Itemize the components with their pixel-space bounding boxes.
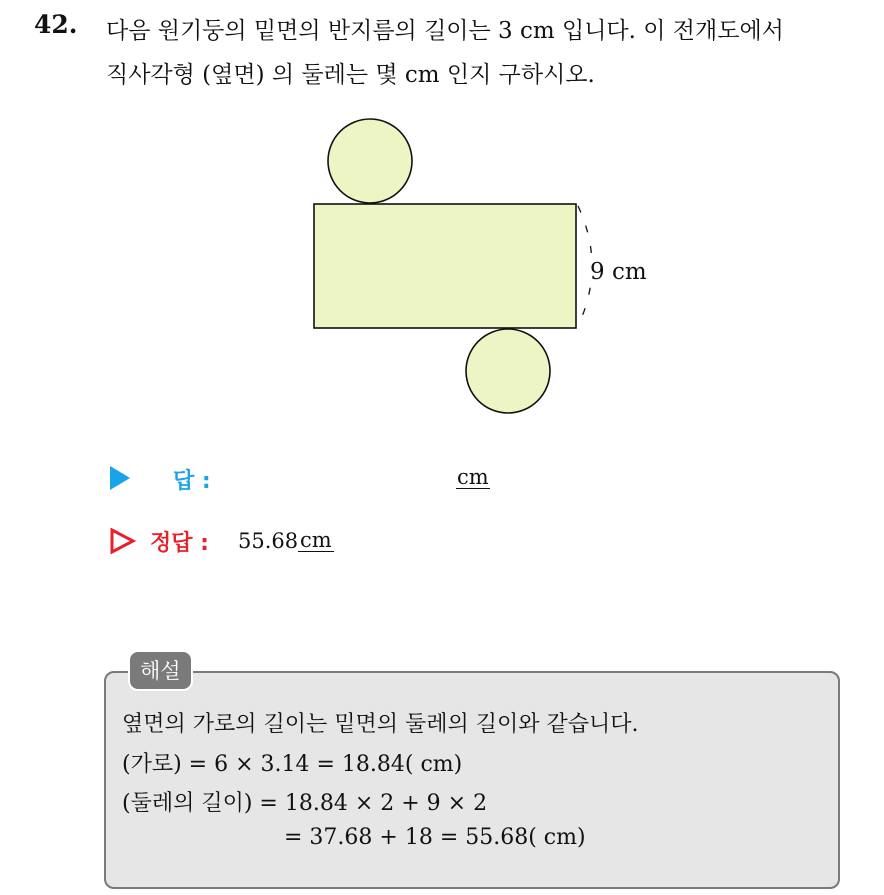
explanation-box [104,671,840,889]
question-text-line-2: 직사각형 (옆면) 의 둘레는 몇 cm 인지 구하시오. [106,62,595,88]
explanation-line-3: (둘레의 길이) = 18.84 × 2 + 9 × 2 [122,791,488,816]
explanation-line-4: = 37.68 + 18 = 55.68( cm) [284,825,586,850]
answer-label: 답 : [173,469,211,494]
question-text-line-1: 다음 원기둥의 밑면의 반지름의 길이는 3 cm 입니다. 이 전개도에서 [106,18,784,44]
correct-answer-value: 55.68 [238,529,299,553]
question-number: 42. [34,10,78,39]
answer-triangle-icon [110,466,130,490]
lateral-rectangle [314,204,576,328]
explanation-tag: 해설 [128,650,193,691]
answer-unit: cm [457,465,489,489]
correct-triangle-icon [110,528,136,554]
cylinder-net-figure [0,0,884,440]
explanation-line-2: (가로) = 6 × 3.14 = 18.84( cm) [122,752,463,777]
correct-answer-unit: cm [300,528,332,552]
bottom-base-circle [466,329,550,413]
height-label: 9 cm [590,259,647,285]
top-base-circle [328,119,412,203]
correct-answer-label: 정답 : [150,531,209,556]
explanation-line-1: 옆면의 가로의 길이는 밑면의 둘레의 길이와 같습니다. [122,712,639,737]
